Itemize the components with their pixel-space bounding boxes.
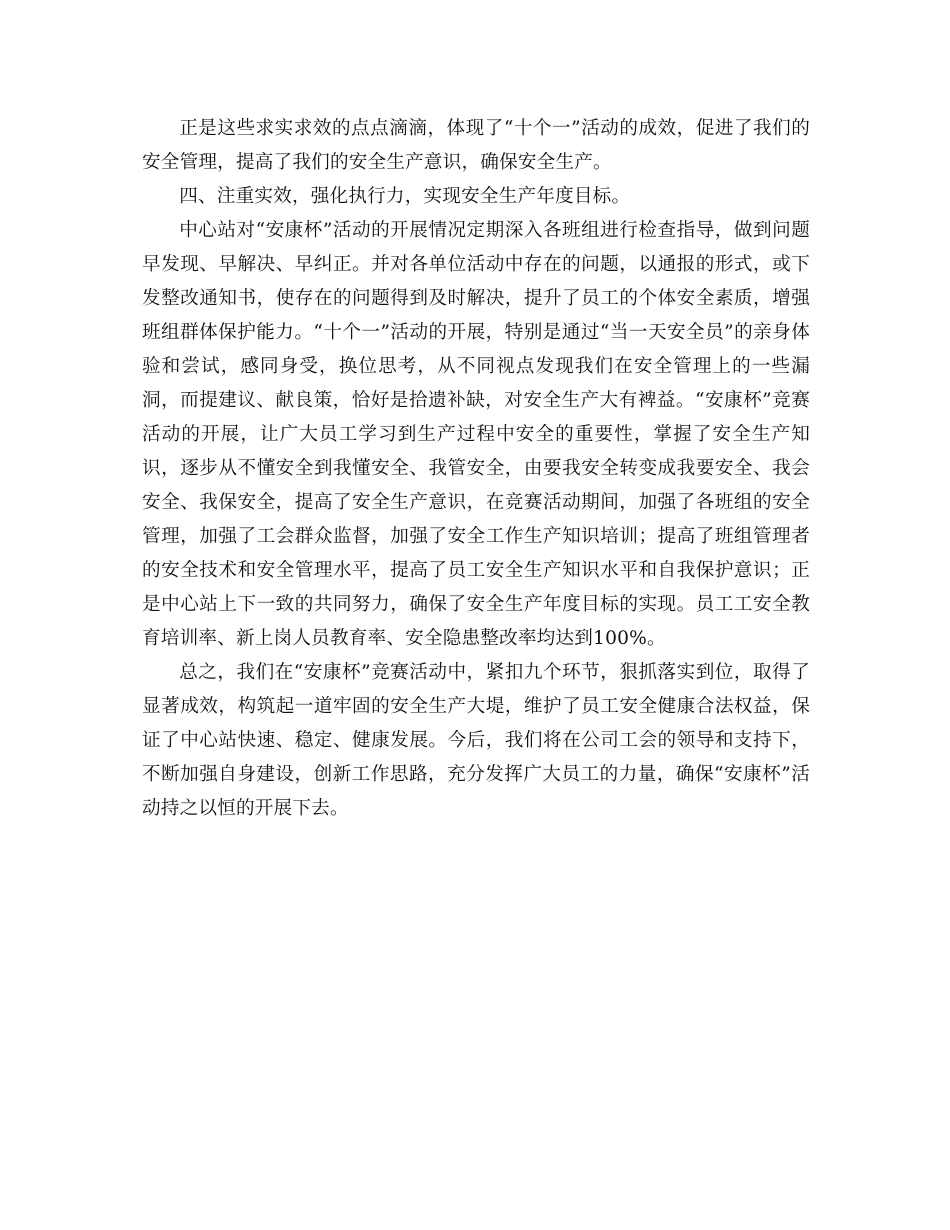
- document-body: [142, 112, 810, 826]
- paragraph-conclusion: 总之，我们在“安康杯”竞赛活动中，紧扣九个环节，狠抓落实到位，取得了显著成效，构筑起一道牢固的安全生产大堤，维护了员工安全健康合法权益，保证了中心站快速、稳定、健康发展。今后，我们将在公司工会的领导和支持下，不断加强自身建设，创新工作思路，充分发挥广大员工的力量，确保“安康杯”活动持之以恒的开展下去。: [142, 662, 810, 819]
- paragraph-inspection-results: 中心站对“安康杯”活动的开展情况定期深入各班组进行检查指导，做到问题早发现、早解决、早纠正。并对各单位活动中存在的问题，以通报的形式，或下发整改通知书，使存在的问题得到及时解决，提升了员工的个体安全素质，增强班组群体保护能力。“十个一”活动的开展，特别是通过“当一天安全员”的亲身体验和尝试，感同身受，换位思考，从不同视点发现我们在安全管理上的一些漏洞，而提建议、献良策，恰好是拾遗补缺，对安全生产大有裨益。“安康杯”竞赛活动的开展，让广大员工学习到生产过程中安全的重要性，掌握了安全生产知识，逐步从不懂安全到我懂安全、我管安全，由要我安全转变成我要安全、我会安全、我保安全，提高了安全生产意识，在竞赛活动期间，加强了各班组的安全管理，加强了工会群众监督，加强了安全工作生产知识培训；提高了班组管理者的安全技术和安全管理水平，提高了员工安全生产知识水平和自我保护意识；正是中心站上下一致的共同努力，确保了安全生产年度目标的实现。员工工安全教育培训率、新上岗人员教育率、安全隐患整改率均达到100%。: [142, 220, 810, 649]
- paragraph-summary-intro: 正是这些求实求效的点点滴滴，体现了“十个一”活动的成效，促进了我们的安全管理，提高了我们的安全生产意识，确保安全生产。: [142, 118, 810, 173]
- section-heading-four: 四、注重实效，强化执行力，实现安全生产年度目标。: [179, 186, 631, 207]
